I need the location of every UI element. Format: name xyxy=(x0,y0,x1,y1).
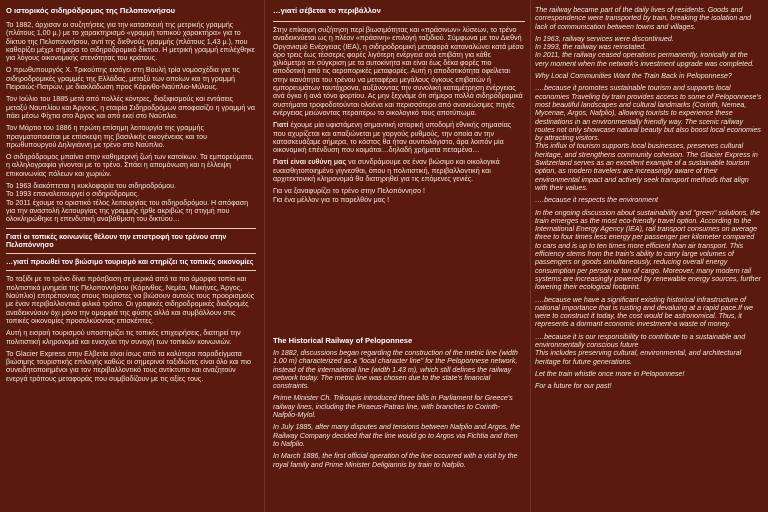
middle-column xyxy=(273,6,525,469)
paragraph: Τον Ιούλιο του 1885 μετά από πολλές κόντρες, διαξιφισμούς και εντάσεις μεταξύ Ναυπλίου και Άργους, η εταιρία Σιδηροδρόμων αποφασίζει η γραμμή να πάει μέσω Φίχτια στο Άργος και από εκεί στο Ναύπλιο. xyxy=(6,95,255,120)
section-heading: Why Local Communities Want the Train Back in Peloponnese? xyxy=(535,72,732,81)
paragraph: In 1882, discussions began regarding the construction of the metric line (width 1.00 m) characterized as a "local character line" for the Peloponnese network, instead of the international line (width 1.43 m), which still defines the railway network today. The metric line was chosen due to the state's financial constraints. xyxy=(273,349,518,391)
paragraph: In July 1885, after many disputes and tensions between Nafplio and Argos, the Railway Company decided that the line would go to Argos via Fichtia and then to Nafplio. xyxy=(273,423,520,448)
bold-lead: Γιατί είναι ευθύνη μας xyxy=(273,158,347,167)
bold-lead: Γιατί xyxy=(273,121,289,130)
paragraph-text: έχουμε μία υφιστάμενη σημαντική ιστορική υποδομή εθνικής σημασίας που αχυρίζεται και απαξιώνεται με γοργούς ρυθμούς, την οποία αν την κατασκευάζαμε σήμερα, το κόστος θα ήταν αυνπολόγιστο, άρα λοιπόν μία οικονομική επένδυση που κοιμάται…δηλαδή χρήματα πεταμένα… xyxy=(273,121,512,155)
paragraph: Αυτή η εισροή τουρισμού υποστηρίζει τις τοπικές επιχειρήσεις, διατηρεί την πολιτιστική κληρονομιά και ενισχύει την συνοχή των τοπικών κοινωνιών. xyxy=(6,329,241,346)
column-divider xyxy=(530,0,531,512)
section-heading: Γιατί οι τοπικές κοινωνίες θέλουν την επιστροφή του τρένου στην Πελοπόννησο xyxy=(6,232,227,249)
closing-line: Για ένα μέλλον για το παρελθόν μας ! xyxy=(273,195,390,204)
section-subheading: …γιατί προωθεί τον βιώσιμο τουρισμό και στηρίζει τις τοπικές οικονομίες xyxy=(6,258,254,267)
english-history-section xyxy=(273,336,525,473)
paragraph xyxy=(273,158,525,183)
closing-line: For a future for our past! xyxy=(535,382,612,391)
column-divider xyxy=(264,0,265,512)
paragraph: ….because it promotes sustainable tourism and supports local economies Traveling by train provides access to some of Peloponnese's most beautiful landscapes and cultural landmarks (Corinth, Nemea, Mycenae, Argos, Nafplio), allowing tourists to experience these destinations in an environmentally friendly way. The scenic railway routes not only showcase natural beauty but also boost local economies by attracting visitors. xyxy=(535,84,762,143)
paragraph-text: να συνδράμουμε σε έναν βιώσιμο και οικολογικά ευαισθητοποιημένο γίγνεσθαι, όπου η πολιτιστική, περιβαλλοντική και αρχιτεκτονική κληρονομιά θα διατηρηθεί για τις επόμενες γενιές. xyxy=(273,158,500,184)
paragraph xyxy=(273,121,525,154)
paragraph: Το 1963 διακόπτεται η κυκλοφορία του σιδηροδρόμου. xyxy=(6,182,176,191)
paragraph: In 1963, railway services were discontinued. xyxy=(535,34,674,43)
greek-column-left xyxy=(6,6,256,387)
paragraph: Το 2011 έχουμε το οριστικό τέλος λειτουργίας του σιδηροδρόμου. Η απόφαση για την αναστολή λειτουργίας της γραμμής ήρθε ακριβώς τη στιγμή που ολοκληρώθηκε η επενδυτική αναβάθμιση του δικτύου… xyxy=(6,198,249,224)
section-rule xyxy=(6,270,256,271)
english-history-title: The Historical Railway of Peloponnese xyxy=(273,336,413,345)
section-rule xyxy=(6,253,256,254)
paragraph: Prime Minister Ch. Trikoupis introduced three bills in Parliament for Greece's railway lines, including the Piraeus-Patras line, with branches to Corinth- Nafplio-Mylol. xyxy=(273,394,513,420)
paragraph: The railway became part of the daily lives of residents. Goods and correspondence were transported by train, breaking the isolation and lack of communication between towns and villages. xyxy=(535,6,752,31)
environment-title: …γιατί σέβεται το περιβάλλον xyxy=(273,6,381,15)
closing-line: Let the train whistle once more in Peloponnese! xyxy=(535,369,685,378)
paragraph: In the ongoing discussion about sustainability and "green" solutions, the train emerges as the most eco-friendly travel option. According to the International Energy Agency (IEA), rail transport consumes on average three to four times less energy per passenger per kilometer compared to cars and is up to ten times more efficient than air transport. This efficiency stems from the train's ability to carry large volumes of passengers or goods simultaneously, reducing overall energy consumption per person or ton of cargo. Moreover, many modern rail systems are increasingly powered by renewable energy sources, further lowering their ecological footprint. xyxy=(535,208,761,292)
paragraph: In March 1886, the first official operation of the line occurred with a visit by the royal family and Prime Minister Deligiannis by train to Nafplio. xyxy=(273,452,518,469)
section-rule xyxy=(273,21,525,22)
paragraph: ….because we have a significant existing historical infrastructure of national importance that is rusting and devaluing at a rapid pace.If we were to construct it today, the cost would be astronomical. Thus, it represents a dormant economic investment-a waste of money. xyxy=(535,295,754,329)
paragraph: This influx of tourism supports local businesses, preserves cultural heritage, and strengthens community cohesion. The Glacier Express in Switzerland serves as an excellent example of a sustainable tourism option, as modern travelers are increasingly aware of their environmental impact and actively seek transport methods that align with their values. xyxy=(535,142,758,192)
paragraph: Το 1882, άρχισαν οι συζητήσεις για την κατασκευή της μετρικής γραμμής (πλάτους 1,00 μ.) με το χαρακτηρισμό «γραμμή τοπικού χαρακτήρα» για το δίκτυο της Πελοποννήσου, αντί της διεθνούς γραμμής (πλάτους 1,43 μ.), που καθορίζει μέχρι σήμερα το σιδηροδρομικό δίκτυο. Η μετρική γραμμή επιλέχθηκε για λόγους οικονομικής στενότητας του κράτους. xyxy=(6,21,255,63)
greek-history-title: Ο ιστορικός σιδηρόδρομος της Πελοποννήσου xyxy=(6,6,176,15)
closing-line: Για να ξαναφυρίζει το τρένο στην Πελοπόννησο ! xyxy=(273,187,425,196)
paragraph: Τον Μάρτιο του 1886 η πρώτη επίσημη λειτουργία της γραμμής πραγματοποιείται με επίσκεψη της βασιλικής οικογένειας και του πρωθυπουργού Δηλιγιάννη με τρένο στο Ναύπλιο. xyxy=(6,124,207,149)
paragraph: Το ταξίδι με το τρένο δίνει πρόσβαση σε μερικά από τα πιο όμορφα τοπία και πολιτιστικά μνημεία της Πελοποννήσου (Κόρινθος, Νεμέα, Μυκήνες, Άργος, Ναύπλιο) επιτρέποντας στους τουρίστες να βιώσουν αυτούς τους προορισμούς με έναν περιβαλλοντικά φιλικό τρόπο. Οι γραφικές σιδηροδρομικές διαδρομές αναδεικνύουν όχι μόνο την ομορφιά της φύσης αλλά και συμβάλλουν στις τοπικές οικονομίες προσελκύοντας επισκέπτες. xyxy=(6,275,255,325)
english-column-right xyxy=(535,6,762,394)
paragraph: Ο πρωθυπουργός Χ. Τρικούπης εισάγει στη Βουλή τρία νομοσχέδια για τις σιδηροδρομικές γραμμές της Ελλάδας, μεταξύ των οποίων και τη γραμμή Πειραιώς-Πατρών, με διακλάδωση προς Κόρινθο-Ναύπλιο-Μύλους. xyxy=(6,66,240,92)
paragraph: Το 1993 επαναλειτουργεί ο σιδηρόδρομος. xyxy=(6,190,140,199)
paragraph: Ο σιδηρόδρομος μπαίνει στην καθημερινή ζωή των κατοίκων. Τα εμπορεύματα, η αλληλογραφία γίνονται με το τρένο. Σπάει η απομόνωση και η έλλειψη επικοινωνίας πόλεων και χωριών. xyxy=(6,153,254,178)
section-rule xyxy=(6,228,256,229)
paragraph: In 2011, the railway ceased operations permanently, ironically at the very moment when the network's investment upgrade was completed. xyxy=(535,51,755,68)
paragraph: In 1993, the railway was reinstated. xyxy=(535,43,647,52)
paragraph: ….because it is our responsibility to contribute to a sustainable and environmentally conscious future xyxy=(535,332,746,349)
section-heading: ….because it respects the environment xyxy=(535,196,659,205)
paragraph: Το Glacier Express στην Ελβετία είναι ίσως από τα καλύτερα παραδείγματα βιώσιμης τουριστικής επιλογής καθώς οι σημερινοί ταξιδιώτες είναι όλο και πιο συνειδητοποιημένοι για τον περιβαλλοντικό τους αντίκτυπο και αναζητούν ενεργά τρόπους μεταφοράς που συμβαδίζουν με τις αξίες τους. xyxy=(6,349,251,383)
paragraph: Στην επίκαιρη συζήτηση περί βιωσιμότητας και «πράσινων» λύσεων, το τρένο αναδεικνύεται ως η πλέον «πράσινη» επιλογή ταξιδιού. Σύμφωνα με τον Διεθνή Οργανισμό Ενέργειας (ΙΕΑ), η σιδηροδρομική μεταφορά καταναλώνει κατά μέσο όρο τρεις έως τέσσερις φορές λιγότερη ενέργεια ανά επιβάτη για κάθε χιλιόμετρο σε σύγκριση με τα αυτοκίνητα και είναι έως δέκα φορές πιο αποδοτική από τις αεροπορικές μεταφορές. Αυτή η αποδοτικότητα οφείλεται στην ικανότητα του τρένου να μεταφέρει μεγάλους όγκους επιβατών ή εμπορευμάτων ταυτόχρονα, αυξάνοντας την συνολική καταμέτρηση ενέργειας ανά όγκο ή ανά τόνο φορτίου. Ας μην ξεχνάμε ότι σήμερα πολλά σιδηρόδρομικά συστήματα τροφοδοτούνται ολοένα και περισσότερο από ανανεώσιμες πηγές ενέργειας μειώνοντας περαιτέρω το οικολογικό τους αποτύπωμα. xyxy=(273,26,524,117)
paragraph: This includes preserving cultural, environmental, and architectural heritage for future generations. xyxy=(535,349,742,366)
